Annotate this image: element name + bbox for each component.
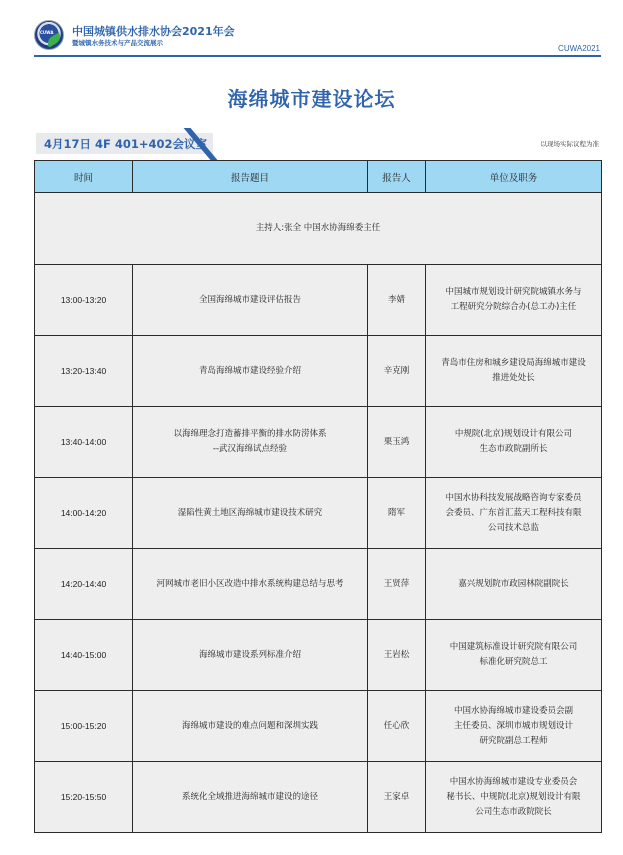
affiliation-line: 中国建筑标准设计研究院有限公司 [449, 642, 578, 652]
table-row [35, 336, 602, 407]
title-cell [133, 691, 368, 762]
title-cell [133, 407, 368, 478]
affiliation-line: 青岛市住房和城乡建设局海绵城市建设 [441, 358, 586, 368]
speaker-cell: 任心欣 [368, 691, 426, 762]
title-line: 全国海绵城市建设评估报告 [198, 294, 301, 305]
affiliation-line: 会委员、广东首汇蓝天工程科技有限 [445, 507, 582, 518]
affiliation-cell [426, 407, 602, 478]
column-header-time: 时间 [35, 161, 133, 193]
title-cell [133, 549, 368, 620]
title-cell [133, 336, 368, 407]
title-line: 河网城市老旧小区改造中排水系统构建总结与思考 [156, 578, 344, 589]
cuwa-logo-icon [34, 20, 64, 50]
table-row [35, 407, 602, 478]
page-title: 海绵城市建设论坛 [227, 87, 396, 111]
affiliation-cell [426, 620, 602, 691]
time-cell: 15:00-15:20 [35, 691, 133, 762]
affiliation-cell [426, 549, 602, 620]
affiliation-line: 标准化研究院总工 [479, 657, 548, 667]
affiliation-line: 推进处处长 [492, 373, 535, 383]
speaker-cell: 栗玉鸿 [368, 407, 426, 478]
time-cell: 13:40-14:00 [35, 407, 133, 478]
title-cell [133, 478, 368, 549]
affiliation-line: 秘书长、中规院(北京)规划设计有限 [446, 791, 581, 802]
affiliation-line: 中规院(北京)规划设计有限公司 [454, 429, 573, 439]
title-line: --武汉海绵试点经验 [212, 444, 288, 454]
speaker-cell: 李婧 [368, 265, 426, 336]
column-header-title: 报告题目 [133, 161, 368, 193]
org-subtitle: 暨城镇水务技术与产品交流展示 [72, 39, 163, 47]
title-cell [133, 265, 368, 336]
host-cell: 主持人:张全 中国水协海绵委主任 [35, 193, 602, 265]
agenda-note: 以现场实际议程为准 [540, 140, 599, 148]
column-header-affiliation: 单位及职务 [426, 161, 602, 193]
affiliation-line: 嘉兴规划院市政园林院副院长 [458, 578, 569, 589]
speaker-cell: 辛克刚 [368, 336, 426, 407]
speaker-cell: 王贤萍 [368, 549, 426, 620]
affiliation-cell [426, 336, 602, 407]
time-cell: 14:40-15:00 [35, 620, 133, 691]
table-row [35, 620, 602, 691]
title-cell [133, 762, 368, 833]
affiliation-cell [426, 691, 602, 762]
affiliation-line: 中国水协海绵城市建设专业委员会 [449, 776, 578, 787]
speaker-cell: 隋军 [368, 478, 426, 549]
affiliation-line: 中国水协科技发展战略咨询专家委员 [445, 492, 582, 503]
title-line: 海绵城市建设系列标准介绍 [198, 649, 301, 660]
title-line: 青岛海绵城市建设经验介绍 [198, 365, 301, 376]
time-cell: 15:20-15:50 [35, 762, 133, 833]
speaker-cell: 王岩松 [368, 620, 426, 691]
time-cell: 14:00-14:20 [35, 478, 133, 549]
affiliation-line: 公司生态市政院院长 [475, 806, 552, 817]
affiliation-line: 研究院副总工程师 [479, 735, 548, 746]
host-row [35, 193, 602, 265]
session-label: 4月17日 4F 401+402会议室 [36, 133, 213, 154]
title-line: 系统化全域推进海绵城市建设的途径 [181, 791, 318, 802]
schedule-table [34, 160, 602, 833]
affiliation-line: 工程研究分院综合办(总工办)主任 [450, 302, 577, 312]
brand-label: CUWA2021 [558, 44, 600, 53]
logo-text: CUWA [40, 30, 54, 35]
affiliation-cell [426, 478, 602, 549]
table-row [35, 691, 602, 762]
speaker-cell: 王家卓 [368, 762, 426, 833]
time-cell: 14:20-14:40 [35, 549, 133, 620]
org-title: 中国城镇供水排水协会2021年会 [72, 25, 235, 38]
title-line: 海绵城市建设的难点问题和深圳实践 [181, 720, 318, 731]
affiliation-cell [426, 265, 602, 336]
time-cell: 13:20-13:40 [35, 336, 133, 407]
title-cell [133, 620, 368, 691]
header-divider [34, 55, 601, 57]
affiliation-cell [426, 762, 602, 833]
table-row [35, 549, 602, 620]
affiliation-line: 公司技术总监 [487, 522, 539, 533]
affiliation-line: 生态市政院副所长 [479, 444, 548, 454]
title-line: 湿陷性黄土地区海绵城市建设技术研究 [177, 507, 323, 518]
affiliation-line: 中国城市规划设计研究院城镇水务与 [445, 287, 582, 297]
table-row [35, 478, 602, 549]
table-row [35, 762, 602, 833]
column-header-speaker: 报告人 [368, 161, 426, 193]
time-cell: 13:00-13:20 [35, 265, 133, 336]
page-header [0, 0, 623, 60]
affiliation-line: 中国水协海绵城市建设委员会副 [453, 705, 573, 716]
title-line: 以海绵理念打造蓄排平衡的排水防涝体系 [173, 429, 327, 439]
table-row [35, 265, 602, 336]
affiliation-line: 主任委员、深圳市城市规划设计 [453, 720, 573, 731]
table-header-row [35, 161, 602, 193]
